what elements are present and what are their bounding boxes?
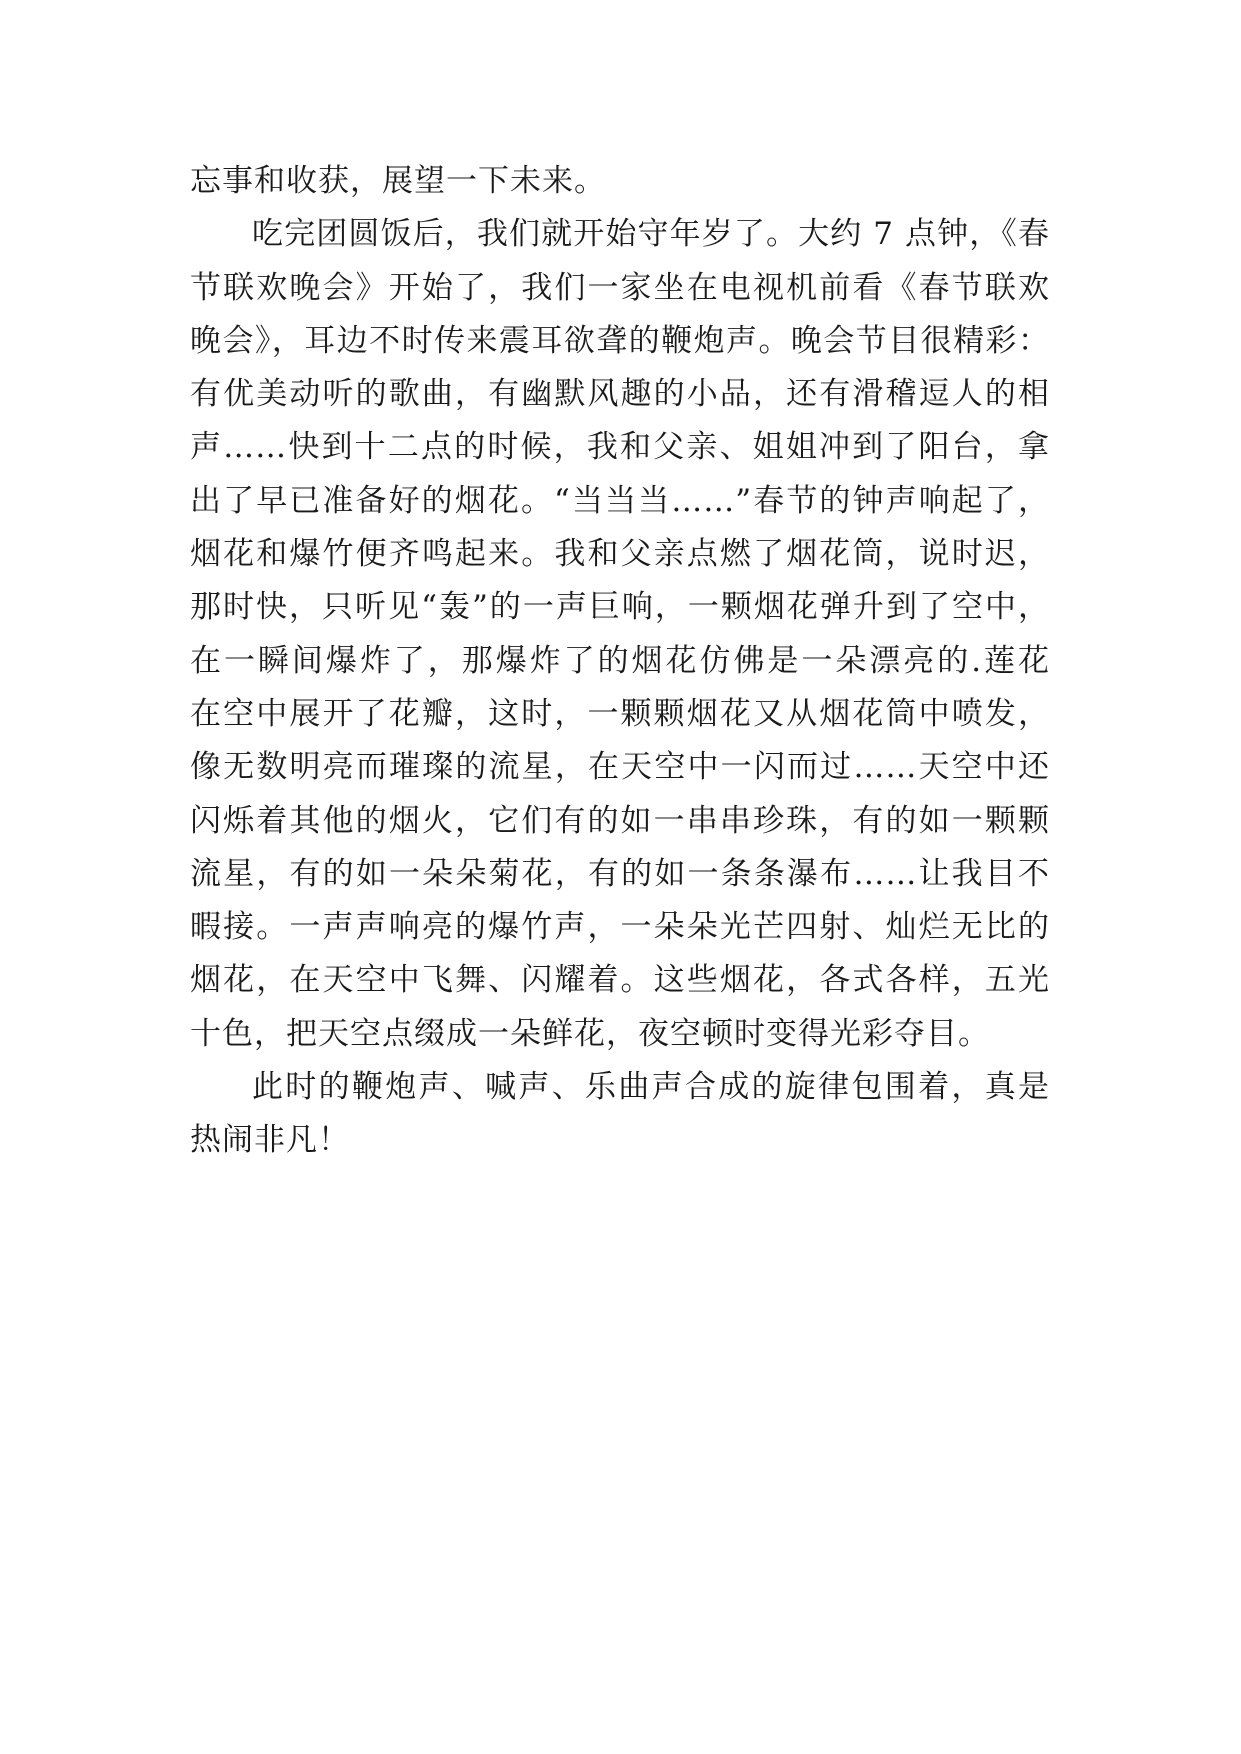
- text-line: 在空中展开了花瓣，这时，一颗颗烟花又从烟花筒中喷发，: [190, 695, 1050, 732]
- text-line: 烟花，在天空中飞舞、闪耀着。这些烟花，各式各样，五光: [190, 962, 1050, 999]
- text-line: 那时快，只听见“轰”的一声巨响，一颗烟花弹升到了空中，: [190, 589, 1050, 626]
- text-line: 像无数明亮而璀璨的流星，在天空中一闪而过……天空中还: [190, 749, 1050, 786]
- text-line: 忘事和收获，展望一下未来。: [190, 163, 606, 199]
- text-line: 闪烁着其他的烟火，它们有的如一串串珍珠，有的如一颗颗: [190, 802, 1050, 839]
- paragraph-first-line: 吃完团圆饭后，我们就开始守年岁了。大约 7 点钟，《春: [252, 216, 1050, 253]
- text-line: 烟花和爆竹便齐鸣起来。我和父亲点燃了烟花筒，说时迟，: [190, 536, 1050, 573]
- text-line: 在一瞬间爆炸了，那爆炸了的烟花仿佛是一朵漂亮的.莲花: [190, 642, 1050, 679]
- text-line: 节联欢晚会》开始了，我们一家坐在电视机前看《春节联欢: [190, 269, 1050, 306]
- text-line: 有优美动听的歌曲，有幽默风趣的小品，还有滑稽逗人的相: [190, 376, 1050, 413]
- paragraph-first-line: 此时的鞭炮声、喊声、乐曲声合成的旋律包围着，真是: [252, 1069, 1050, 1106]
- text-line: 声……快到十二点的时候，我和父亲、姐姐冲到了阳台，拿: [190, 429, 1050, 466]
- text-line: 出了早已准备好的烟花。“当当当……”春节的钟声响起了，: [190, 482, 1050, 519]
- body-text: [190, 155, 1050, 1168]
- paragraph-last-line: 十色，把天空点缀成一朵鲜花，夜空顿时变得光彩夺目。: [190, 1015, 990, 1052]
- paragraph-last-line: 热闹非凡！: [190, 1122, 350, 1159]
- text-line: 暇接。一声声响亮的爆竹声，一朵朵光芒四射、灿烂无比的: [190, 909, 1050, 946]
- text-line: 流星，有的如一朵朵菊花，有的如一条条瀑布……让我目不: [190, 855, 1050, 892]
- text-line: 晚会》，耳边不时传来震耳欲聋的鞭炮声。晚会节目很精彩：: [190, 322, 1050, 359]
